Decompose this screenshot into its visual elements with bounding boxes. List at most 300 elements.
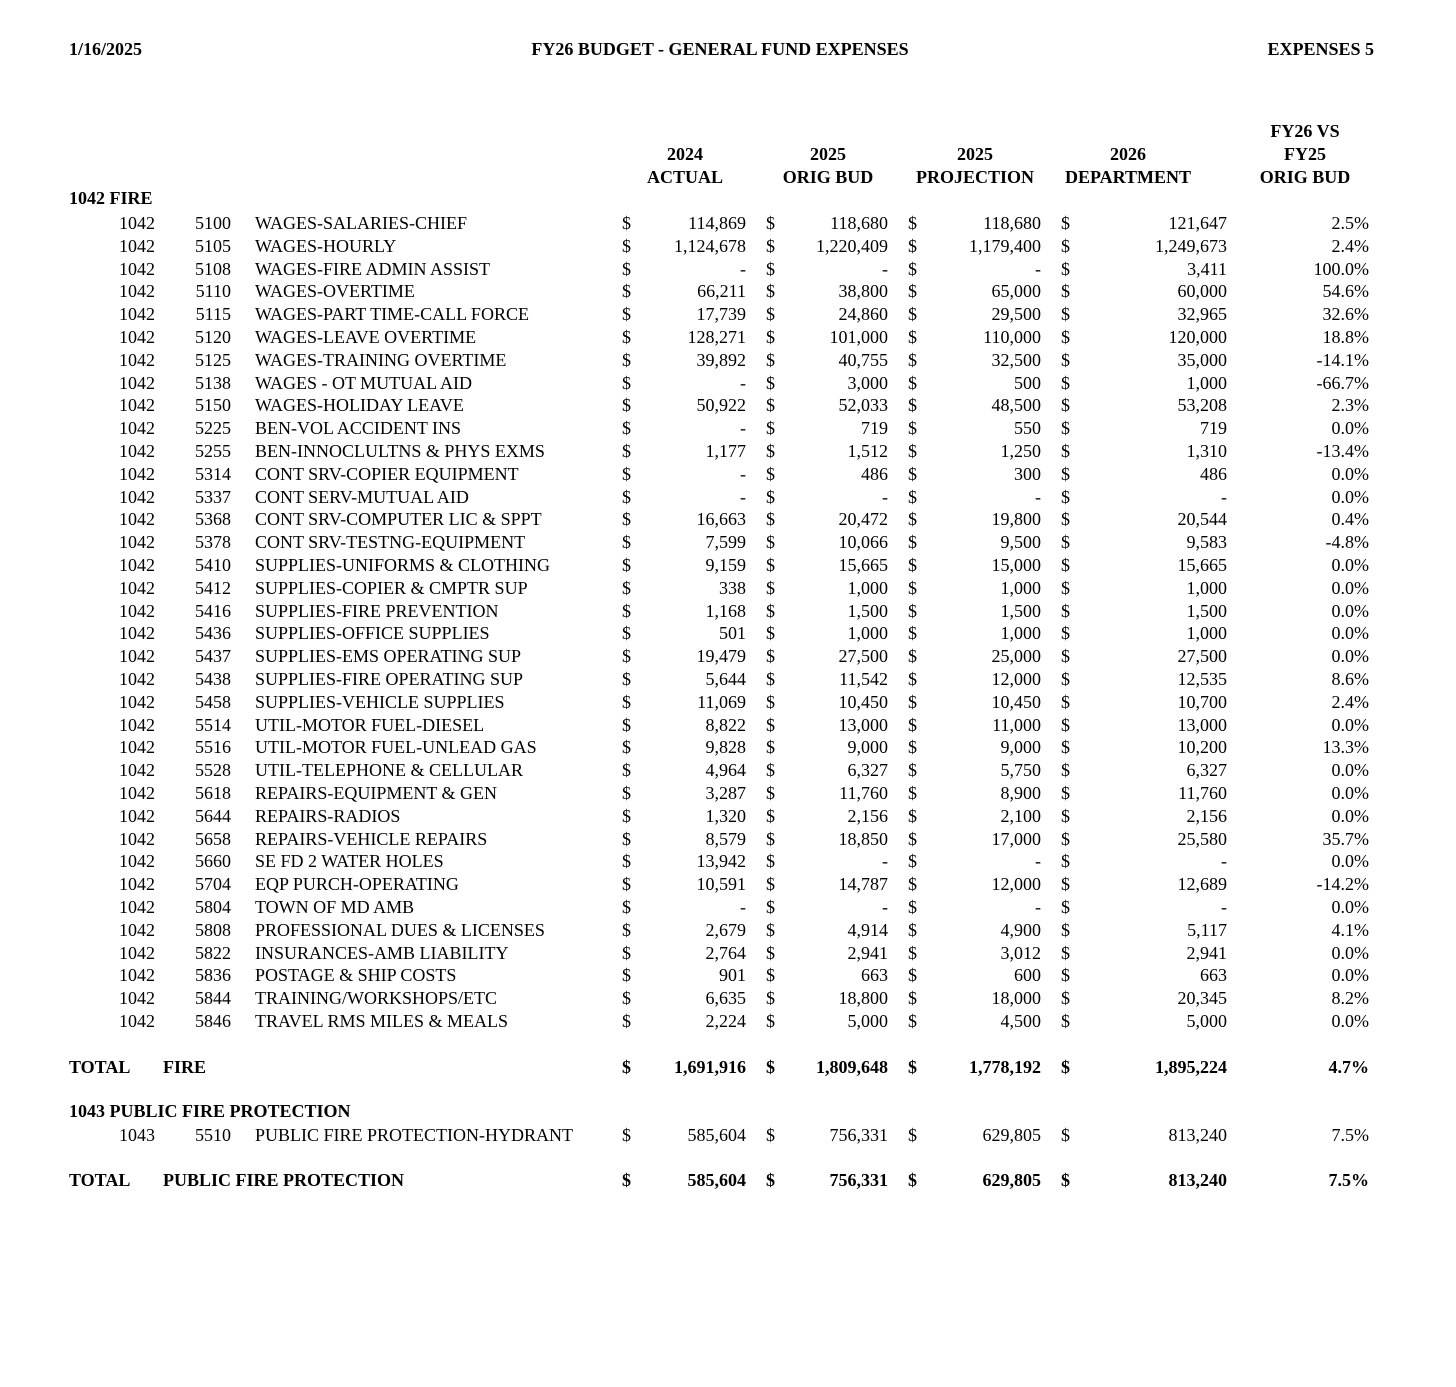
value-2024-actual: 501 <box>719 623 746 644</box>
table-row <box>0 349 1456 371</box>
value-2025-projection: 600 <box>1014 965 1041 986</box>
dollar-sign: $ <box>1061 532 1070 553</box>
fund-number: 1042 <box>119 737 155 758</box>
dollar-sign: $ <box>766 395 775 416</box>
dollar-sign: $ <box>622 532 631 553</box>
account-number: 5618 <box>195 783 231 803</box>
dollar-sign: $ <box>1061 714 1070 735</box>
dollar-sign: $ <box>766 486 775 507</box>
table-row <box>0 417 1456 439</box>
value-2026-department: 5,000 <box>1186 1011 1227 1031</box>
account-description: EQP PURCH-OPERATING <box>255 874 459 895</box>
account-number: 5110 <box>195 281 231 302</box>
fund-number: 1042 <box>119 691 155 712</box>
value-2026-department: 1,249,673 <box>1155 235 1227 256</box>
value-2025-orig-bud: 663 <box>861 965 888 986</box>
table-row <box>0 987 1456 1009</box>
fund-number: 1042 <box>119 463 155 484</box>
value-2025-projection: 15,000 <box>991 555 1041 575</box>
value-2026-department: 1,500 <box>1186 600 1227 621</box>
value-2025-orig-bud: - <box>882 851 888 872</box>
account-number: 5410 <box>195 555 231 575</box>
fund-number: 1042 <box>119 623 155 644</box>
dollar-sign: $ <box>766 418 775 439</box>
dollar-sign: $ <box>622 965 631 986</box>
value-2024-actual: 5,644 <box>705 669 746 689</box>
account-description: CONT SERV-MUTUAL AID <box>255 486 469 507</box>
value-pct-change: 35.7% <box>1322 828 1369 849</box>
value-2024-actual: 2,224 <box>705 1011 746 1031</box>
value-2025-orig-bud: 18,850 <box>838 828 888 849</box>
col-2024-actual: 2024 ACTUAL <box>646 144 723 187</box>
value-2024-actual: 39,892 <box>696 349 746 370</box>
account-description: CONT SRV-TESTNG-EQUIPMENT <box>255 532 526 553</box>
value-2025-orig-bud: 13,000 <box>838 714 888 735</box>
dollar-sign: $ <box>908 874 917 895</box>
value-pct-change: 0.0% <box>1331 942 1369 963</box>
fund-number: 1042 <box>119 805 155 826</box>
value-2025-orig-bud: 756,331 <box>829 1125 888 1145</box>
value-2025-orig-bud: 1,000 <box>847 577 888 598</box>
value-pct-change: 32.6% <box>1322 304 1369 325</box>
value-2024-actual: 16,663 <box>696 509 746 530</box>
dollar-sign: $ <box>908 828 917 849</box>
account-description: WAGES-FIRE ADMIN ASSIST <box>255 258 491 279</box>
dollar-sign: $ <box>908 577 917 598</box>
account-description: UTIL-MOTOR FUEL-DIESEL <box>255 714 485 735</box>
dollar-sign: $ <box>766 304 775 325</box>
account-number: 5437 <box>195 646 231 667</box>
value-2025-orig-bud: 9,000 <box>847 737 888 758</box>
value-2026-department: - <box>1221 851 1227 872</box>
value-2026-department: 5,117 <box>1187 919 1227 940</box>
value-2025-orig-bud: 18,800 <box>838 988 888 1009</box>
table-row <box>0 1124 1456 1146</box>
account-description: WAGES - OT MUTUAL AID <box>255 372 472 393</box>
value-2025-orig-bud: 1,500 <box>847 600 888 621</box>
value-pct-change: 0.0% <box>1331 965 1369 986</box>
dollar-sign: $ <box>1061 418 1070 439</box>
table-row <box>0 372 1456 394</box>
dollar-sign: $ <box>908 783 917 803</box>
account-number: 5644 <box>195 805 231 826</box>
account-number: 5412 <box>195 577 231 598</box>
table-row <box>0 394 1456 416</box>
account-description: REPAIRS-RADIOS <box>255 805 401 826</box>
value-2025-projection: - <box>1035 897 1041 917</box>
value-pct-change: 2.4% <box>1331 691 1369 712</box>
dollar-sign: $ <box>766 942 775 963</box>
value-2024-actual: 7,599 <box>705 532 746 553</box>
value-2025-projection: 25,000 <box>991 646 1041 667</box>
dollar-sign: $ <box>1061 509 1070 530</box>
fund-number: 1042 <box>119 714 155 735</box>
dollar-sign: $ <box>766 441 775 461</box>
dollar-sign: $ <box>622 714 631 735</box>
value-2025-orig-bud: 1,000 <box>847 623 888 644</box>
dollar-sign: $ <box>1061 828 1070 849</box>
dollar-sign: $ <box>1061 760 1070 781</box>
table-row <box>0 600 1456 622</box>
total-2026-department: 813,240 <box>1168 1170 1227 1190</box>
value-2025-orig-bud: 10,450 <box>838 691 888 712</box>
value-2026-department: 10,200 <box>1177 737 1227 758</box>
dollar-sign: $ <box>908 1057 917 1077</box>
dollar-sign: $ <box>622 555 631 575</box>
dollar-sign: $ <box>766 281 775 302</box>
dollar-sign: $ <box>908 805 917 826</box>
account-description: REPAIRS-EQUIPMENT & GEN <box>255 783 498 803</box>
value-2025-orig-bud: 11,542 <box>839 669 888 689</box>
value-2025-projection: 18,000 <box>991 988 1041 1009</box>
account-number: 5458 <box>195 691 231 712</box>
dollar-sign: $ <box>908 258 917 279</box>
value-2025-projection: 550 <box>1014 418 1041 439</box>
dollar-sign: $ <box>766 258 775 279</box>
value-pct-change: -4.8% <box>1325 532 1369 553</box>
dollar-sign: $ <box>908 213 917 233</box>
dollar-sign: $ <box>766 349 775 370</box>
col-fy26-vs-fy25: FY26 VS FY25 ORIG BUD <box>1259 121 1351 187</box>
dollar-sign: $ <box>622 1125 631 1145</box>
dollar-sign: $ <box>766 1011 775 1031</box>
value-2025-orig-bud: - <box>882 258 888 279</box>
value-2026-department: 121,647 <box>1168 213 1227 233</box>
value-pct-change: 0.0% <box>1331 577 1369 598</box>
table-row <box>0 645 1456 667</box>
dollar-sign: $ <box>908 760 917 781</box>
value-2025-orig-bud: 40,755 <box>838 349 888 370</box>
dollar-sign: $ <box>622 805 631 826</box>
value-2024-actual: 1,177 <box>705 441 746 461</box>
account-description: CONT SRV-COMPUTER LIC & SPPT <box>255 509 542 530</box>
value-2024-actual: - <box>740 486 746 507</box>
dollar-sign: $ <box>766 1125 775 1145</box>
account-description: POSTAGE & SHIP COSTS <box>255 965 457 986</box>
value-2026-department: 663 <box>1200 965 1227 986</box>
table-row <box>0 736 1456 758</box>
dollar-sign: $ <box>1061 623 1070 644</box>
dollar-sign: $ <box>766 669 775 689</box>
value-2025-projection: 11,000 <box>992 714 1041 735</box>
account-number: 5115 <box>195 304 231 325</box>
fund-number: 1042 <box>119 600 155 621</box>
table-row <box>0 668 1456 690</box>
account-description: CONT SRV-COPIER EQUIPMENT <box>255 463 519 484</box>
dollar-sign: $ <box>766 1170 775 1190</box>
value-2026-department: 486 <box>1200 463 1227 484</box>
account-number: 5314 <box>195 463 231 484</box>
account-number: 5846 <box>195 1011 231 1031</box>
dollar-sign: $ <box>766 577 775 598</box>
total-pct-change: 7.5% <box>1328 1170 1369 1190</box>
value-2025-orig-bud: 11,760 <box>839 783 888 803</box>
total-row <box>0 1169 1456 1191</box>
dollar-sign: $ <box>622 874 631 895</box>
value-2026-department: 11,760 <box>1178 783 1227 803</box>
dollar-sign: $ <box>908 441 917 461</box>
value-2024-actual: 128,271 <box>687 327 746 347</box>
account-number: 5514 <box>195 714 231 735</box>
dollar-sign: $ <box>622 463 631 484</box>
section-title: 1042 FIRE <box>69 188 153 208</box>
value-pct-change: 18.8% <box>1322 327 1369 347</box>
account-number: 5108 <box>195 258 231 279</box>
dollar-sign: $ <box>908 988 917 1009</box>
table-row <box>0 554 1456 576</box>
dollar-sign: $ <box>622 486 631 507</box>
fund-number: 1042 <box>119 965 155 986</box>
dollar-sign: $ <box>1061 349 1070 370</box>
dollar-sign: $ <box>622 304 631 325</box>
dollar-sign: $ <box>622 577 631 598</box>
value-pct-change: 0.4% <box>1331 509 1369 530</box>
account-number: 5378 <box>195 532 231 553</box>
value-pct-change: 54.6% <box>1322 281 1369 302</box>
table-row <box>0 964 1456 986</box>
fund-number: 1042 <box>119 828 155 849</box>
value-2026-department: 15,665 <box>1177 555 1227 575</box>
value-pct-change: 0.0% <box>1331 851 1369 872</box>
table-row <box>0 919 1456 941</box>
fund-number: 1043 <box>119 1125 155 1145</box>
value-pct-change: 0.0% <box>1331 897 1369 917</box>
account-number: 5125 <box>195 349 231 370</box>
value-2024-actual: - <box>740 258 746 279</box>
fund-number: 1042 <box>119 395 155 416</box>
value-2026-department: 2,156 <box>1186 805 1227 826</box>
value-2025-projection: 110,000 <box>983 327 1041 347</box>
value-2025-projection: 9,500 <box>1000 532 1041 553</box>
dollar-sign: $ <box>622 783 631 803</box>
value-pct-change: 0.0% <box>1331 1011 1369 1031</box>
value-pct-change: 0.0% <box>1331 760 1369 781</box>
value-2025-projection: 500 <box>1014 372 1041 393</box>
account-description: TOWN OF MD AMB <box>255 897 415 917</box>
dollar-sign: $ <box>622 1170 631 1190</box>
table-row <box>0 303 1456 325</box>
section-title: 1043 PUBLIC FIRE PROTECTION <box>69 1101 351 1121</box>
table-row <box>0 508 1456 530</box>
dollar-sign: $ <box>622 988 631 1009</box>
table-row <box>0 463 1456 485</box>
account-description: SUPPLIES-FIRE OPERATING SUP <box>255 669 524 689</box>
value-pct-change: 2.5% <box>1331 213 1369 233</box>
col-2025-orig-bud: 2025 ORIG BUD <box>782 144 874 187</box>
dollar-sign: $ <box>908 600 917 621</box>
dollar-sign: $ <box>908 669 917 689</box>
dollar-sign: $ <box>1061 919 1070 940</box>
dollar-sign: $ <box>1061 783 1070 803</box>
value-2025-orig-bud: 52,033 <box>838 395 888 416</box>
total-section-name: PUBLIC FIRE PROTECTION <box>163 1170 405 1190</box>
value-pct-change: 13.3% <box>1322 737 1369 758</box>
value-2025-projection: 300 <box>1014 463 1041 484</box>
value-pct-change: 100.0% <box>1313 258 1369 279</box>
value-pct-change: 2.3% <box>1331 395 1369 416</box>
dollar-sign: $ <box>1061 327 1070 347</box>
value-2025-projection: 1,179,400 <box>969 235 1041 256</box>
value-pct-change: 0.0% <box>1331 783 1369 803</box>
value-2024-actual: 11,069 <box>697 691 746 712</box>
value-pct-change: 0.0% <box>1331 623 1369 644</box>
col-2026-department: 2026 DEPARTMENT <box>1064 144 1192 187</box>
value-pct-change: 0.0% <box>1331 714 1369 735</box>
page-label: EXPENSES 5 <box>1267 39 1374 59</box>
account-number: 5436 <box>195 623 231 644</box>
value-2025-orig-bud: 4,914 <box>847 919 888 940</box>
value-2025-projection: 4,900 <box>1000 919 1041 940</box>
dollar-sign: $ <box>622 897 631 917</box>
dollar-sign: $ <box>1061 1125 1070 1145</box>
fund-number: 1042 <box>119 304 155 325</box>
dollar-sign: $ <box>766 897 775 917</box>
value-2025-orig-bud: 1,220,409 <box>816 235 888 256</box>
value-2026-department: 1,310 <box>1186 441 1227 461</box>
total-label: TOTAL <box>69 1057 131 1077</box>
dollar-sign: $ <box>766 737 775 758</box>
value-2025-orig-bud: 486 <box>861 463 888 484</box>
account-description: SUPPLIES-VEHICLE SUPPLIES <box>255 691 505 712</box>
value-2025-orig-bud: 14,787 <box>838 874 888 895</box>
value-2024-actual: 114,869 <box>688 213 746 233</box>
account-description: PUBLIC FIRE PROTECTION-HYDRANT <box>255 1125 574 1145</box>
value-2025-projection: 1,000 <box>1000 623 1041 644</box>
value-2024-actual: 9,159 <box>705 555 746 575</box>
fund-number: 1042 <box>119 441 155 461</box>
value-2024-actual: 2,764 <box>705 942 746 963</box>
table-row <box>0 942 1456 964</box>
dollar-sign: $ <box>766 760 775 781</box>
dollar-sign: $ <box>908 372 917 393</box>
account-description: SE FD 2 WATER HOLES <box>255 851 444 872</box>
account-description: SUPPLIES-UNIFORMS & CLOTHING <box>255 555 551 575</box>
dollar-sign: $ <box>1061 304 1070 325</box>
value-2026-department: 120,000 <box>1168 327 1227 347</box>
account-number: 5225 <box>195 418 231 439</box>
value-2024-actual: 17,739 <box>696 304 746 325</box>
dollar-sign: $ <box>1061 965 1070 986</box>
account-description: WAGES-HOURLY <box>255 235 397 256</box>
dollar-sign: $ <box>766 235 775 256</box>
account-number: 5150 <box>195 395 231 416</box>
dollar-sign: $ <box>622 1011 631 1031</box>
dollar-sign: $ <box>1061 1057 1070 1077</box>
dollar-sign: $ <box>1061 897 1070 917</box>
dollar-sign: $ <box>1061 737 1070 758</box>
table-row <box>0 759 1456 781</box>
value-2024-actual: 8,579 <box>705 828 746 849</box>
value-2025-projection: 48,500 <box>991 395 1041 416</box>
value-2026-department: 32,965 <box>1177 304 1227 325</box>
table-row <box>0 714 1456 736</box>
value-2025-projection: 10,450 <box>991 691 1041 712</box>
dollar-sign: $ <box>1061 281 1070 302</box>
value-2026-department: 1,000 <box>1186 577 1227 598</box>
value-2025-projection: 12,000 <box>991 874 1041 895</box>
value-2024-actual: 338 <box>719 577 746 598</box>
dollar-sign: $ <box>622 1057 631 1077</box>
value-pct-change: -66.7% <box>1316 372 1369 393</box>
dollar-sign: $ <box>1061 555 1070 575</box>
dollar-sign: $ <box>622 418 631 439</box>
dollar-sign: $ <box>622 919 631 940</box>
dollar-sign: $ <box>1061 805 1070 826</box>
value-2026-department: - <box>1221 486 1227 507</box>
value-2025-projection: 2,100 <box>1000 805 1041 826</box>
account-number: 5658 <box>195 828 231 849</box>
dollar-sign: $ <box>766 327 775 347</box>
value-2024-actual: 8,822 <box>705 714 746 735</box>
dollar-sign: $ <box>622 737 631 758</box>
account-description: SUPPLIES-COPIER & CMPTR SUP <box>255 577 528 598</box>
value-2025-projection: 1,000 <box>1000 577 1041 598</box>
dollar-sign: $ <box>622 942 631 963</box>
dollar-sign: $ <box>908 1170 917 1190</box>
dollar-sign: $ <box>1061 258 1070 279</box>
account-number: 5844 <box>195 988 231 1009</box>
total-2025-projection: 1,778,192 <box>969 1057 1041 1077</box>
col-2025-projection: 2025 PROJECTION <box>915 144 1034 187</box>
dollar-sign: $ <box>622 669 631 689</box>
value-2025-orig-bud: 5,000 <box>847 1011 888 1031</box>
value-2025-projection: 32,500 <box>991 349 1041 370</box>
dollar-sign: $ <box>1061 988 1070 1009</box>
account-description: WAGES-OVERTIME <box>255 281 415 302</box>
account-number: 5120 <box>195 327 231 347</box>
account-number: 5416 <box>195 600 231 621</box>
dollar-sign: $ <box>766 919 775 940</box>
fund-number: 1042 <box>119 213 155 233</box>
dollar-sign: $ <box>908 942 917 963</box>
dollar-sign: $ <box>908 1011 917 1031</box>
value-2025-orig-bud: 3,000 <box>847 372 888 393</box>
total-label: TOTAL <box>69 1170 131 1190</box>
dollar-sign: $ <box>766 213 775 233</box>
value-2025-projection: 118,680 <box>983 213 1041 233</box>
total-2025-orig-bud: 1,809,648 <box>816 1057 888 1077</box>
dollar-sign: $ <box>908 965 917 986</box>
value-2025-orig-bud: 27,500 <box>838 646 888 667</box>
value-2024-actual: 4,964 <box>705 760 746 781</box>
value-2024-actual: - <box>740 418 746 439</box>
table-row <box>0 1010 1456 1032</box>
dollar-sign: $ <box>766 372 775 393</box>
fund-number: 1042 <box>119 874 155 895</box>
value-2025-orig-bud: 118,680 <box>830 213 888 233</box>
dollar-sign: $ <box>622 327 631 347</box>
value-2024-actual: 10,591 <box>696 874 746 895</box>
fund-number: 1042 <box>119 418 155 439</box>
table-row <box>0 873 1456 895</box>
dollar-sign: $ <box>1061 213 1070 233</box>
table-row <box>0 828 1456 850</box>
value-pct-change: 4.1% <box>1331 919 1369 940</box>
report-title: FY26 BUDGET - GENERAL FUND EXPENSES <box>531 39 909 59</box>
value-2026-department: 2,941 <box>1186 942 1227 963</box>
fund-number: 1042 <box>119 760 155 781</box>
dollar-sign: $ <box>766 828 775 849</box>
dollar-sign: $ <box>908 1125 917 1145</box>
value-2025-orig-bud: 24,860 <box>838 304 888 325</box>
account-number: 5510 <box>195 1125 231 1145</box>
value-2026-department: 1,000 <box>1186 372 1227 393</box>
dollar-sign: $ <box>766 463 775 484</box>
dollar-sign: $ <box>622 600 631 621</box>
dollar-sign: $ <box>622 760 631 781</box>
dollar-sign: $ <box>622 349 631 370</box>
dollar-sign: $ <box>766 555 775 575</box>
